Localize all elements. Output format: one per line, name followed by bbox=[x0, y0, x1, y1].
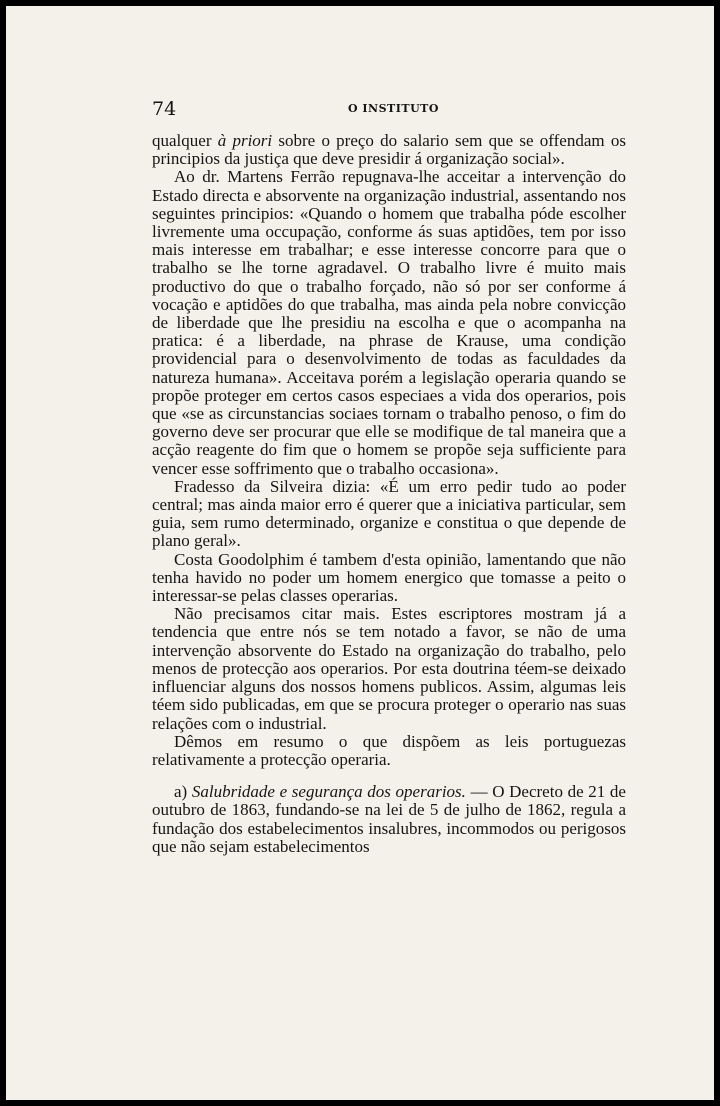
paragraph-text-after: sobre o preço do salario sem que se offendam os principios da justiça que deve presidir á organização social». bbox=[152, 131, 626, 169]
paragraph-nao-precisamos: Não precisamos citar mais. Estes escriptores mostram já a tendencia que entre nós se tem notado a favor, se não de uma intervenção absorvente do Estado na organização do trabalho, pelo menos de protecção aos operarios. Por esta doutrina téem-se deixado influenciar alguns dos nossos homens publicos. Assim, algumas leis téem sido publicadas, em que se procura proteger o operario nas suas relações com o industrial. bbox=[152, 604, 626, 733]
paragraph-martens-ferrao: Ao dr. Martens Ferrão repugnava-lhe acceitar a intervenção do Estado directa e absorvente na organização industrial, assentando nos seguintes principios: «Quando o homem que trabalha póde escolher livremente uma occupação, conforme ás suas aptidões, tem por isso mais interesse em trabalhar; e esse interesse concorre para que o trabalho se lhe torne agradavel. O trabalho livre é muito mais productivo do que o trabalho forçado, não só por ser conforme á vocação e aptidões do que trabalha, mas ainda pela nobre convicção de liberdade que lhe presidiu na escolha e que o acompanha na pratica: é a liberdade, na phrase de Krause, uma condição providencial para o desenvolvimento de todas as faculdades da natureza humana». Acceitava porém a legislação operaria quando se propõe proteger em certos casos especiaes a vida dos operarios, pois que «se as circunstancias sociaes tornam o trabalho penoso, o fim do governo deve ser procurar que elle se modifique de tal maneira que a acção reagente do fim que o homem se propõe seja sufficiente para vencer esse soffrimento que o trabalho occasiona». bbox=[152, 167, 626, 478]
page-number: 74 bbox=[152, 98, 177, 120]
page-header bbox=[152, 98, 626, 124]
section-letter: a) bbox=[174, 782, 192, 802]
paragraph-section-a bbox=[152, 783, 626, 856]
body-text bbox=[152, 132, 626, 856]
section-heading: Salubridade e segurança dos operarios. bbox=[191, 782, 466, 802]
paragraph-text-before: qualquer bbox=[152, 131, 218, 150]
paragraph-demos-em-resumo: Dêmos em resumo o que dispõem as leis portuguezas relativamente a protecção operaria. bbox=[152, 731, 626, 769]
italic-phrase: à priori bbox=[217, 131, 273, 150]
paragraph-costa-goodolphim: Costa Goodolphim é tambem d'esta opinião, lamentando que não tenha havido no poder um homem energico que tomasse a peito o interessar-se pelas classes operarias. bbox=[152, 549, 626, 606]
paragraph-fradesso-da-silveira: Fradesso da Silveira dizia: «É um erro pedir tudo ao poder central; mas ainda maior erro é querer que a iniciativa particular, sem guia, sem rumo determinado, organize e constitua o que depende de plano geral». bbox=[152, 476, 626, 551]
document-page bbox=[6, 6, 714, 1100]
section-text: — O Decreto de 21 de outubro de 1863, fundando-se na lei de 5 de julho de 1862, regula a fundação dos estabelecimentos insalubres, incommodos ou perigosos que não sejam estabelecimentos bbox=[152, 782, 626, 856]
paragraph-continuation bbox=[152, 132, 626, 168]
running-title: O INSTITUTO bbox=[348, 102, 439, 115]
